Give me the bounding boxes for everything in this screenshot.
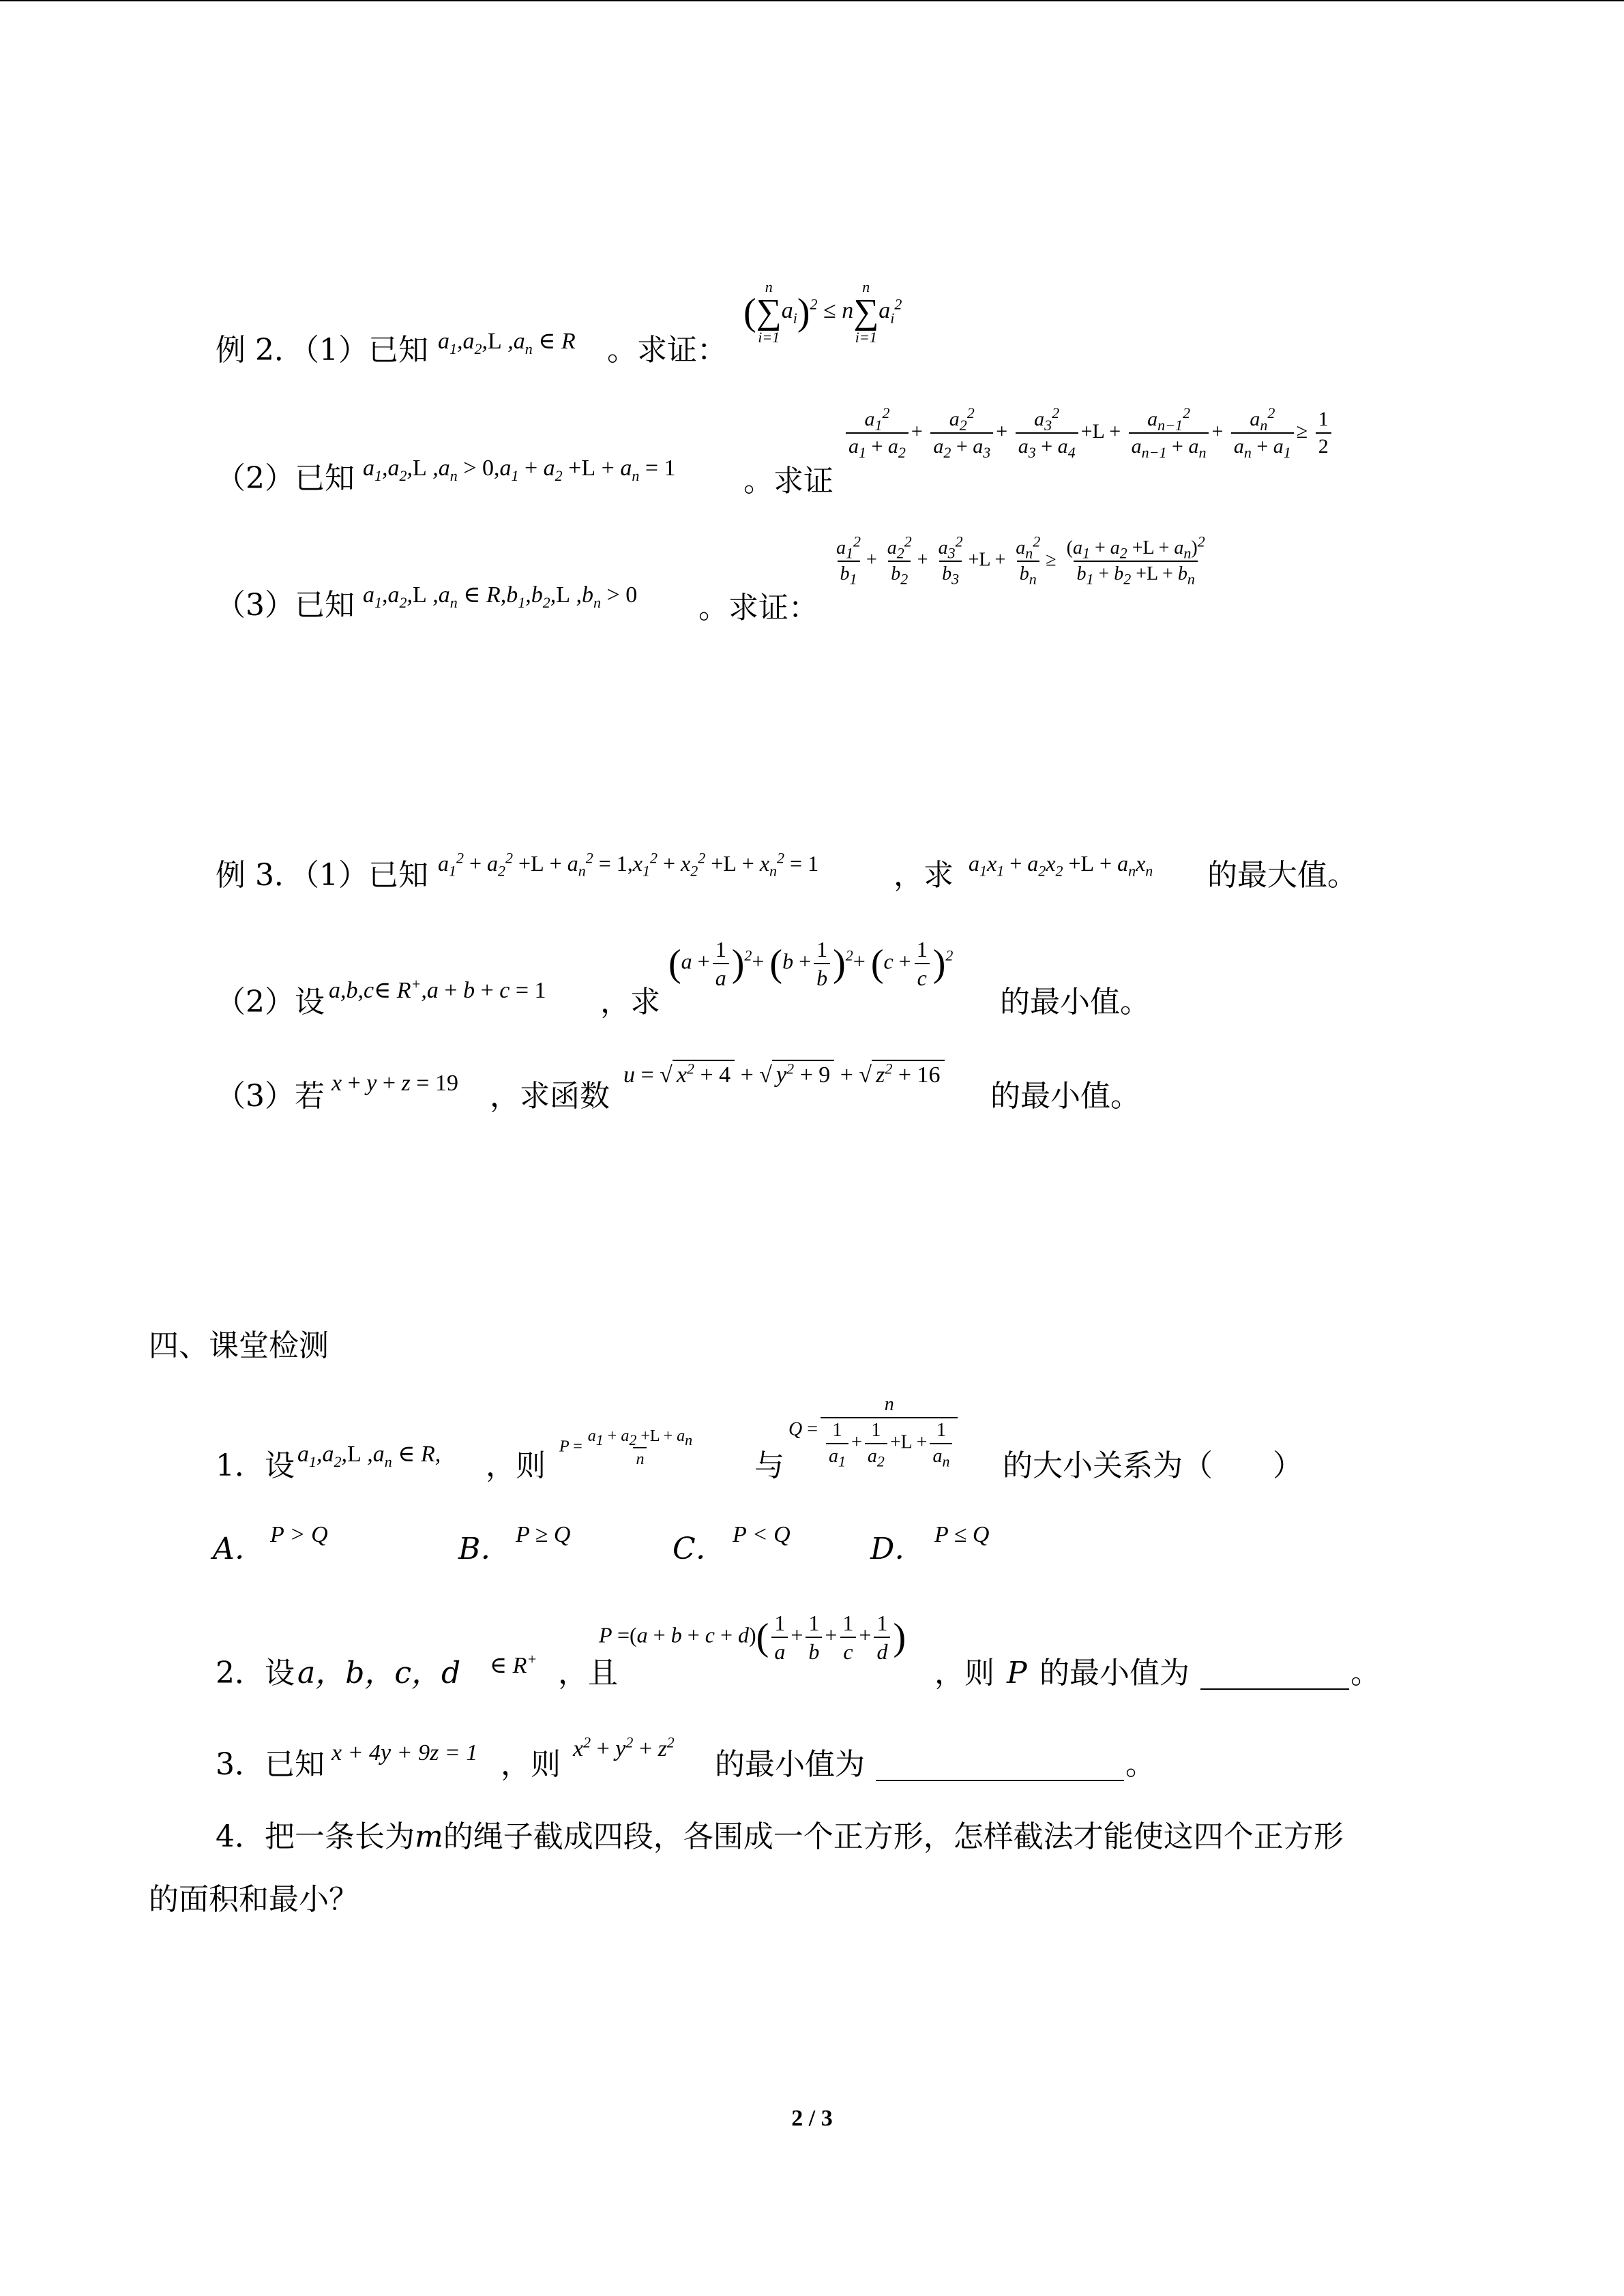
q4-line-1 [216,1819,1344,1854]
q1-option-b[interactable]: P ≥ Q [516,1522,571,1547]
q2-P-definition: P =(a + b + c + d)( $\frac{1}{a}$ + $\frac{1}{b}$ + $\frac{1}{c}$ + $\frac{1}{d}$ ) [599,1611,906,1664]
example-3-1-tail: 的最大值。 [1207,858,1357,893]
q1-and: 与 [754,1448,784,1483]
q3-then: ，则 [501,1747,561,1782]
q2-tail: 的最小值为 [1039,1656,1190,1690]
example-2-2-given: $a_1,a_2,L$ $,a_n > 0,a_1 + a_2 +L + a_n = 1$ [363,456,676,484]
example-2-1-given: $a_1,a_2,L$ $,a_n$ ∈ R [438,329,576,357]
example-3-3-label: （3）若 [216,1079,325,1114]
q2-then: ，则 [934,1656,994,1690]
q3-end: 。 [1125,1747,1155,1782]
example-3-1-given: $a_1^2 + a_2^2 +L + a_n^2 = 1,x_1^2 + x_2^2 +L + x_n^2 = 1$ [438,849,819,880]
q2-vars: a，b，c，d [297,1656,461,1690]
example-2-3-given: $a_1,a_2,L$ $,a_n$ ∈ $R,b_1,b_2,L$ $,b_n > 0$ [363,582,638,611]
q2-domain: ∈ R+ [490,1650,537,1678]
example-2-3-inequality: $\frac{a_1^2}{b_1}$ + $\frac{a_2^2}{b_2}$ + $\frac{a_3^2}{b_3}$ +L + $\frac{a_n^2}{b_n}$ ≥ $\frac{(a_1 + a_2 +L + a_n)^2}{b_1 + b_2 +L + b_n}$ [836,533,1205,588]
example-2-2-inequality: $\frac{a_1^2}{a_1 + a_2}$ + $\frac{a_2^2}{a_2 + a_3}$ + $\frac{a_3^2}{a_3 + a_4}$ +L + $\frac{a_{n-1}^2}{a_{n-1} + a_n}$ + $\frac{a_n^2}{a_n + a_1}$ ≥ $\frac{1}{2}$ [843,409,1334,457]
example-2-3-prove-label: 。求证： [698,591,818,625]
q3-prefix: 3．已知 [216,1747,325,1782]
example-2-1-inequality: ( n ∑ i=1 $a_i)^2 \le n$ n ∑ i=1 $a_i^2$ [743,278,902,346]
q3-tail: 的最小值为 [715,1747,865,1782]
example-3-label: 例 3．（1）已知 [216,858,428,893]
q3-condition: x + 4y + 9z = 1 [331,1740,478,1765]
q1-option-d-letter[interactable]: D． [870,1532,925,1566]
q3-expression: $x^2 + y^2 + z^2$ [573,1733,675,1761]
page-number: 2 / 3 [791,2106,833,2131]
example-2-2-prove-label: 。求证 [743,464,833,498]
example-2-2-label: （2）已知 [216,461,355,496]
q1-prefix: 1．设 [216,1448,295,1483]
q1-P-definition: P = $\frac{a_1 + a_2 +L + a_n}{n}$ [559,1427,693,1468]
example-2-1-prove-label: 。求证： [607,333,727,368]
q3-answer-blank[interactable] [876,1753,1124,1781]
q1-Q-definition: Q = n $\frac{1}{a_1}$ + $\frac{1}{a_2}$ +L + $\frac{1}{a_n}$ [788,1395,960,1466]
q2-and: ，且 [558,1656,618,1690]
q2-prefix: 2．设 [216,1656,295,1690]
q1-option-d[interactable]: P ≤ Q [934,1522,990,1547]
example-3-2-ask: ，求 [600,985,660,1019]
example-3-2-given: a,b,c∈ R+,a + b + c = 1 [329,975,546,1003]
q4-line-2: 的面积和最小？ [149,1882,359,1917]
example-2-3-label: （3）已知 [216,588,355,623]
example-3-3-tail: 的最小值。 [990,1079,1140,1114]
q1-option-c[interactable]: P < Q [733,1522,791,1547]
example-2-label: 例 2．（1）已知 [216,333,428,368]
q1-option-c-letter[interactable]: C． [673,1532,726,1566]
q2-domain-text: ∈ R [490,1653,527,1678]
q2-end: 。 [1350,1656,1381,1690]
section-4-title: 四、课堂检测 [149,1328,329,1363]
q2-P-var: P [1007,1656,1027,1690]
q1-given: $a_1,a_2,L$ $,a_n$ ∈ R, [297,1442,441,1470]
q1-tail: 的大小关系为（ ） [1003,1448,1303,1483]
q1-option-b-letter[interactable]: B． [458,1532,511,1566]
example-3-2-label: （2）设 [216,985,325,1019]
example-3-3-function: u = √ $x^2 + 4$ + √ $y^2 + 9$ + √ $z^2 + 16$ [623,1064,945,1087]
example-3-3-ask: ，求函数 [490,1079,610,1114]
q1-then: ，则 [486,1448,546,1483]
top-border-line [0,0,1624,1]
q1-option-a-letter[interactable]: A． [213,1532,265,1566]
example-3-2-expression: (a + $\frac{1}{a}$ )$^2$+ (b + $\frac{1}{b}$ )$^2$+ (c + $\frac{1}{c}$ )$^2$ [668,937,954,990]
q4-line-1-b: 的绳子截成四段，各围成一个正方形，怎样截法才能使这四个正方形 [443,1819,1344,1854]
example-3-3-given: x + y + z = 19 [331,1071,458,1096]
q4-line-1-a: 4．把一条长为 [216,1819,415,1854]
example-3-1-ask: ，求 [894,858,954,893]
q1-option-a[interactable]: P > Q [270,1522,328,1547]
example-3-2-tail: 的最小值。 [1000,985,1150,1019]
q2-answer-blank[interactable] [1200,1661,1349,1690]
q4-length-var: m [415,1819,443,1854]
example-3-1-expression: $a_1x_1 + a_2x_2 +L + a_nx_n$ [969,851,1153,880]
